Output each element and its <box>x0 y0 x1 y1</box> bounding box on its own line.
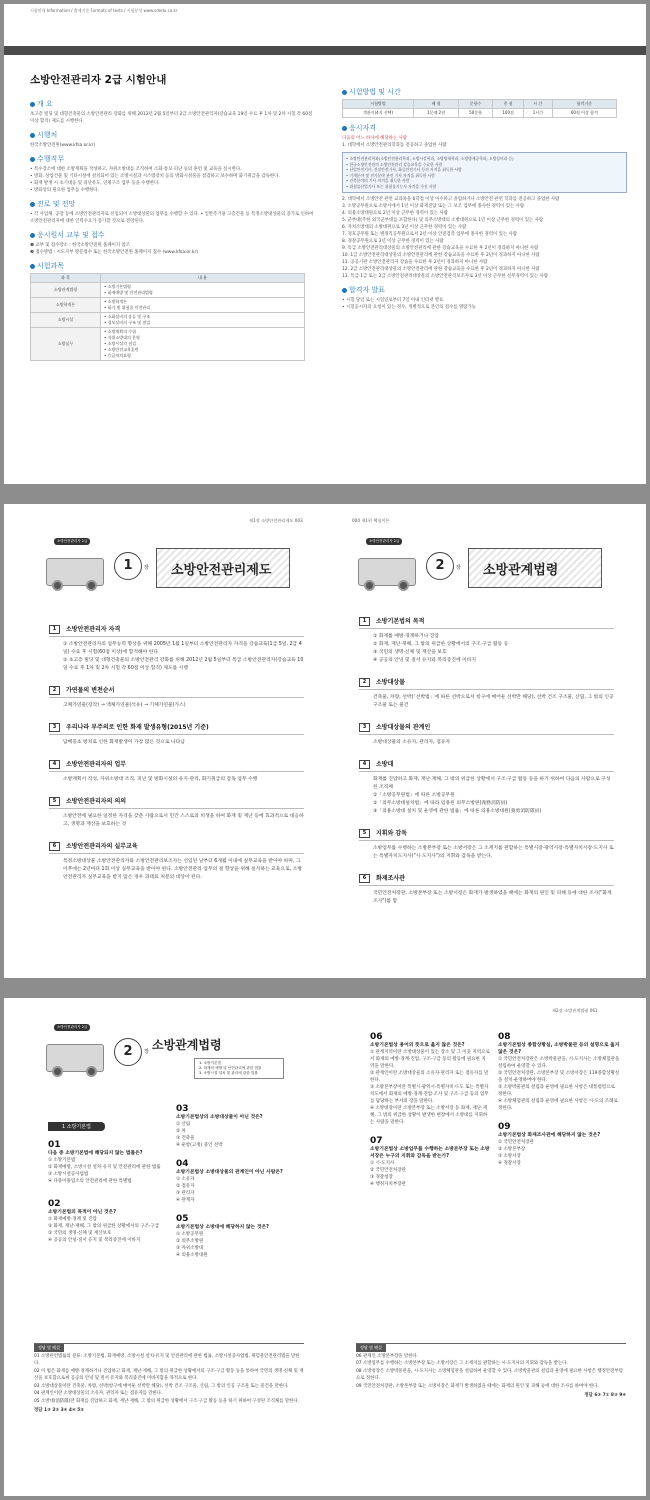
section-line: ① 소방안전관리자의 업무능력 향상을 위해 2005년 1월 1일부터 소방안전관리자 자격을 강습교육(1급 5일, 2급 4일) 수료 후 시험(60점 이상)에 합격해야 한다. <box>63 642 302 655</box>
section-line: ① 화재를 예방·경계하거나 진압 <box>373 634 440 639</box>
qual-item: 2. 대학에서 소방안전 관련 교과목을 6학점 이상 이수하고 졸업하거나 소방안전 관련 학과를 전공하고 졸업한 사람 <box>342 197 560 202</box>
section-heading: 4 소방대 <box>359 759 614 772</box>
answer-line: 05 소방대(消防隊)란 화재를 진압하고 화재, 재난·재해, 그 밖의 위급한 상황에서 구조·구급 활동 등을 하기 위하여 구성된 조직체를 말한다. <box>34 1398 299 1404</box>
qual-item: 13. 특급·1급 또는 2급 소방안전관리대상물의 소방안전관리보조자로 3년 이상 근무한 실무경력이 있는 사람 <box>342 274 549 279</box>
duties-item: • 특수장소에 대한 소방계획을 작성하고, 자위소방대를 조직하여 소화·통보·피난 등의 훈련 및 교육을 실시한다. <box>30 167 242 172</box>
option[interactable]: ① 화재예방·경계 및 진압 <box>48 1217 97 1222</box>
answer-line: 07 소방업무를 수행하는 소방본부장 또는 소방서장은 그 소재지를 관할하는 시·도지사의 지휘와 감독을 받는다. <box>356 1361 568 1366</box>
chapter2-quiz-banner <box>44 1018 314 1088</box>
method-heading: 시험방법 및 시간 <box>342 87 627 97</box>
section-heading: 6 화재조사관 <box>359 873 614 886</box>
section-tag: 1 소방기본법 <box>48 1122 105 1131</box>
duties-item: • 화재 발생 시 초기대응 및 피난유도, 인명구조 업무 등을 수행한다. <box>30 181 160 186</box>
option[interactable]: ① 관계지역이란 소방대상물이 있는 장소 및 그 이웃 지역으로서 화재의 예방·경계·진압, 구조·구급 등의 활동에 필요한 지역을 말한다. <box>370 1050 490 1069</box>
option[interactable]: ③ 소방시설공사업법 <box>48 1172 89 1177</box>
question-text: 다음 중 소방기본법에 해당되지 않는 법률은? <box>48 1151 143 1156</box>
option[interactable]: ③ 관리자 <box>176 1191 195 1196</box>
question-number: 04 <box>176 1159 189 1169</box>
left-page-header: 제1장 소방안전관리제도 003 <box>249 518 303 523</box>
section-heading: 2 소방대상물 <box>359 677 614 690</box>
option[interactable]: ③ 자위소방대 <box>176 1246 204 1251</box>
section-heading: 5 소방안전관리자의 의의 <box>49 796 304 809</box>
apply-heading: 응시원서 교부 및 접수 <box>30 230 315 240</box>
progress-text: • 각 사업체, 공장 등에 소방안전관리자로 선임되어 소방대상물의 업무를 수행할 수 있다. • 일반주거용 고층건물 등 특정소방대상물의 증가로 인하여 소방안전관리자에 대한 인력수요가 증가할 것으로 전망된다. <box>30 212 314 224</box>
apply-place: ❶ 교부 및 접수장소 : 한국소방안전원 홈페이지 참조 <box>30 243 131 248</box>
question-number: 09 <box>498 1122 511 1132</box>
guide-page <box>4 4 646 484</box>
qual-sub: 다음의 어느 하나에 해당하는 사람 <box>342 136 407 141</box>
option[interactable]: ① 국민안전처장관 <box>498 1140 534 1145</box>
section-line: 담배꽁초 방치로 인한 화재발생이 가장 많은 것으로 나타남 <box>63 740 185 745</box>
question-text: 소방기본법상 소방업무를 수행하는 소방본부장 또는 소방서장은 누구의 지휘와 감독을 받는가? <box>370 1147 490 1159</box>
subjects-heading: 시험과목 <box>30 261 315 271</box>
qual-item: 10. 1급 소방안전관리대상물의 소방안전관리에 관한 강습교육을 수료한 후 2년이 경과하지 아니한 사람 <box>342 253 540 258</box>
wheel-icon <box>364 580 375 591</box>
method-table: 시험방법 배 점 문항수 총 점 시 간 합격기준 객관식(4지 선택) 1문제 2점 50문항 100점 1시간 60점 이상 합격 <box>342 99 617 118</box>
option[interactable]: ② 점유자 <box>176 1184 195 1189</box>
bullet-icon <box>342 126 347 131</box>
option[interactable]: ① 소방기본법 <box>48 1158 76 1163</box>
question-text: 소방기본법상 종합상황실, 소방박물관 등의 설명으로 옳지 않은 것은? <box>498 1043 620 1055</box>
answers-title: 정답 및 해설 <box>34 1344 64 1352</box>
qual-item: 7. 경호공무원 또는 별정직공무원으로서 2년 이상 안전검측 업무에 종사한 경력이 있는 사람 <box>342 232 518 237</box>
option[interactable]: ② 차 <box>176 1129 186 1134</box>
pass-item: • 시험 당일 또는 시험일로부터 7일 이내 인터넷 발표 <box>342 298 444 303</box>
quiz-page <box>4 998 646 1496</box>
chapter-number: 2 <box>114 1038 142 1066</box>
qual-item: 11. 공공기관 소방안전관리자 강습을 수료한 후 2년이 경과하지 아니한 사람 <box>342 260 488 265</box>
chapter2-banner <box>356 530 616 600</box>
bullet-icon <box>342 90 347 95</box>
option[interactable]: ④ 소방체험관의 설립과 운영에 필요한 사항은 시·도의 조례로 정한다. <box>498 1099 618 1111</box>
option[interactable]: ④ 관계자 <box>176 1198 195 1203</box>
section-line: ②「의무소방대설치법」에 따라 임용된 의무소방원(義務消防員) <box>373 801 508 806</box>
question-text: 소방기본법상 용어의 뜻으로 옳지 않은 것은? <box>370 1043 465 1048</box>
option[interactable]: ③ 소방박물관의 설립과 운영에 필요한 사항은 대통령령으로 정한다. <box>498 1085 615 1097</box>
chapter1-jang: 장 <box>144 565 149 571</box>
bullet-icon <box>30 233 35 238</box>
header-crumbs: 시험안내 Information / 출제기준 Formats of tests / 시험분석 www.sdedu.co.kr <box>30 8 178 13</box>
qual-item: 12. 2급 소방안전관리대상물의 소방안전관리에 관한 강습교육을 수료한 후 2년이 경과하지 아니한 사람 <box>342 267 540 272</box>
bullet-icon <box>30 102 35 107</box>
chapter2-badge: 소방안전관리자 2급 <box>366 538 402 545</box>
guide-label: Guide <box>14 57 32 63</box>
answers-right <box>356 1343 626 1400</box>
option[interactable]: ④ 경찰서장 <box>498 1161 521 1166</box>
overview-heading: 개 요 <box>30 99 315 109</box>
option[interactable]: ② 소방본부장 <box>498 1147 526 1152</box>
section-heading: 1 소방기본법의 목적 <box>359 616 614 629</box>
answer-line: 08 소방청장은 소방박물관을, 시·도지사는 소방체험관을 설립하여 운영할 수 있다. 소방박물관의 설립과 운영에 필요한 사항은 행정안전부령으로 정한다. <box>356 1368 623 1381</box>
chapter-toc-box: 1. 소방기본법 2. 화재의 예방 및 안전관리에 관한 법률 3. 소방시설 설치 및 관리에 관한 법률 <box>194 1058 284 1079</box>
answer-line: 04 관계인이란 소방대상물의 소유자, 관리자 또는 점유자를 말한다. <box>34 1391 163 1396</box>
chapter1-number: 1 <box>114 552 142 580</box>
answer-line: 06 관계인 소방본부장을 말한다. <box>356 1353 419 1359</box>
qual-first: 1. 대학에서 소방안전관리학과를 전공하고 졸업한 사람 <box>342 143 447 148</box>
option[interactable]: ④ 소방대장이란 소방본부장 또는 소방서장 등 화재, 재난·재해, 그 밖의 위급한 상황이 발생한 현장에서 소방대를 지휘하는 사람을 말한다. <box>370 1106 488 1125</box>
question-text: 소방기본법상 화재조사관에 해당하지 않는 것은? <box>498 1133 601 1138</box>
section-line: ② 화재, 재난·재해, 그 밖의 위급한 상황에서의 구조·구급 활동 등 <box>373 642 509 647</box>
option[interactable]: ③ 국민의 생명·신체 및 재산보호 <box>48 1231 112 1236</box>
chapter2-content <box>359 604 614 906</box>
option[interactable]: ① 산림 <box>176 1122 191 1127</box>
bullet-icon <box>30 157 35 162</box>
option[interactable]: ① 소유자 <box>176 1177 195 1182</box>
chapter-jang: 장 <box>144 1049 149 1055</box>
progress-heading: 진로 및 전망 <box>30 199 315 209</box>
option[interactable]: ④ 의용소방대원 <box>176 1253 208 1258</box>
question-number: 07 <box>370 1136 383 1146</box>
question-number: 08 <box>498 1032 511 1042</box>
left-column <box>30 94 315 361</box>
section-heading: 6 소방안전관리자의 실무교육 <box>49 841 304 854</box>
section-line: ③ 국민의 생명·신체 및 재산을 보호 <box>373 650 447 655</box>
option[interactable]: ② 국민안전처장관, 소방본부장 및 소방서장은 119종합상황실을 설치·운영하여야 한다. <box>498 1071 620 1083</box>
qual-heading: 응시자격 <box>342 123 627 133</box>
option[interactable]: ④ 다중이용업소의 안전관리에 관한 특별법 <box>48 1179 132 1184</box>
section-heading: 3 우리나라 부주의로 인한 화재 발생유형(2015년 기준) <box>49 722 304 735</box>
option[interactable]: ② 국민안전처장관 <box>370 1168 406 1173</box>
wheel-icon <box>52 1066 63 1077</box>
answer-line: 03 소방대상물이란 건축물, 차량, 선박(항구에 매어둔 선박만 해당), 선박 건조 구조물, 산림, 그 밖의 인공 구조물 또는 물건을 말한다. <box>34 1383 289 1389</box>
bullet-icon <box>30 264 35 269</box>
answer-line: 09 국민안전처장관, 소방본부장 또는 소방서장은 화재가 발생하였을 때에는 화재의 원인 및 피해 등에 대한 조사를 하여야 한다. <box>356 1383 599 1389</box>
qual-item: 6. 자치소방대의 소방대원으로 3년 이상 근무한 경력이 있는 사람 <box>342 225 467 230</box>
section-line: 소방안전에 필요한 일정한 자격을 갖춘 사람으로서 민간 스스로의 희생을 하여 화재 및 재난 등에 효과적으로 대응하고, 생명과 재산을 보호하는 것 <box>63 814 304 827</box>
quiz-col-4 <box>498 1026 620 1167</box>
option[interactable]: ② 화재예방, 소방시설 설치·유지 및 안전관리에 관한 법률 <box>48 1165 161 1170</box>
right-column <box>342 82 627 311</box>
question-text: 소방기본법상 소방대에 해당하지 않는 것은? <box>176 1225 269 1230</box>
right-page-header: 제2장 소방관계법령 061 <box>552 1008 598 1013</box>
quiz-col-3 <box>370 1026 490 1188</box>
wheel-icon <box>86 580 97 591</box>
option[interactable]: ③ 소방본부장이란 특별시·광역시·특별자치시·도 또는 특별자치도에서 화재의 예방·경계·진압·조사 및 구조·구급 등의 업무를 담당하는 부서의 장을 말한다. <box>370 1085 489 1104</box>
option[interactable]: ④ 운항(고정) 중인 선박 <box>176 1143 223 1148</box>
quiz-col-2 <box>176 1098 298 1259</box>
section-line: 화재를 진압하고 화재, 재난·재해, 그 밖의 위급한 상황에서 구조·구급 활동 등을 하기 위하여 다음의 사람으로 구성된 조직체 <box>373 777 611 790</box>
right-page-header: 004 제1편 핵심이론 <box>352 518 390 523</box>
wheel-icon <box>52 580 63 591</box>
chapter2-number: 2 <box>426 552 454 580</box>
chapter1-content <box>49 612 304 882</box>
guide-bar <box>4 46 646 63</box>
chapter2-jang: 장 <box>456 565 461 571</box>
qual-note-box: • 소방안전관리학과(소방안전관리학과, 소방시설학과, 소방방재학과, 소방방재공학과, 소방설비과 등) • 한국소방안전원의 소방안전관리 강습교육을 수료한 사람 • 산업안전기사, 건설안전기사, 화공안전기사 등의 자격을 취득한 사람 • 기계분야 및 전기분야 관련 기사 자격을 취득한 사람 • 건축분야의 기사 자격을 취득한 사람 • 위험물산업기사 또는 위험물기능사 자격을 가진 사람 <box>342 152 627 193</box>
answer-key: 정답 6③ 7① 8③ 9④ <box>584 1393 626 1398</box>
qual-item: 5. 군부대(주한 외국군부대를 포함한다) 및 의무소방대의 소방대원으로 1년 이상 근무한 경력이 있는 사람 <box>342 218 544 223</box>
qual-item: 9. 특급 소방안전관리대상물의 소방안전관리에 관한 강습교육을 수료한 후 2년이 경과하지 아니한 사람 <box>342 246 539 251</box>
option[interactable]: ② 관계인이란 소방대상물의 소유자·관리자 또는 점유자를 말한다. <box>370 1071 489 1083</box>
overview-text: 초고층 빌딩 및 대형건축물의 소방안전관리 강화를 위해 2012년 2월 5일부터 2급 소방안전관리자(강습교육 19일 수료 후 1차 및 2차 시험 각 60점 이상 합격) 제도를 시행한다. <box>30 112 313 124</box>
question-number: 05 <box>176 1214 189 1224</box>
answers-left <box>34 1343 304 1415</box>
pass-heading: 합격자 발표 <box>342 285 627 295</box>
answer-line: 01 소방관련법률의 분류: 소방기본법, 화재예방, 소방시설 설치·유지 및 안전관리에 관한 법률, 소방시설공사업법, 위험물안전관리법을 말한다. <box>34 1353 300 1366</box>
option[interactable]: ④ 행정자치부장관 <box>370 1182 406 1187</box>
qual-item: 4. 의용소방대원으로 2년 이상 근무한 경력이 있는 사람 <box>342 211 448 216</box>
option[interactable]: ② 의무소방원 <box>176 1239 204 1244</box>
duties-item: • 방화, 상업건물 및 기타시설에 설치되어 있는 소방시설과 시스템장치 등의 방화시설물을 점검하고 보수하며 화기취급을 감독한다. <box>30 174 280 179</box>
answers-title: 정답 및 해설 <box>356 1344 386 1352</box>
bullet-icon <box>30 133 35 138</box>
section-line: ①「소방공무원법」에 따른 소방공무원 <box>373 793 455 798</box>
section-heading: 3 소방대상물의 관계인 <box>359 722 614 735</box>
chapter1-banner <box>44 530 304 600</box>
section-heading: 1 소방안전관리자 자격 <box>49 624 304 637</box>
question-number: 01 <box>48 1140 61 1150</box>
option[interactable]: ② 화재, 재난·재해, 그 밖의 위급한 상황에서의 구조·구급 <box>48 1224 160 1229</box>
page-title: 소방안전관리자 2급 시험안내 <box>30 74 167 86</box>
subjects-table: 과 목 내 용 소방관계법령 • 소방기본법령 • 화재예방 및 안전관리법령 소방학개론 • 소방학개론 • 화기 및 위험물 안전관리 소방시설 • 소화설비의 종류 및 구조 • 경보설비의 구조 및 점검 소방실무 • 소방계획의 수립 • 자위소방대의 운영 • 소방시설의 점검 • 소방안전교육훈련 • 응급처치요령 <box>30 273 305 361</box>
answer-line: 02 이 법은 화재를 예방·경계하거나 진압하고 화재, 재난·재해, 그 밖의 위급한 상황에서의 구조·구급 활동 등을 통하여 국민의 생명·신체 및 재산을 보호함으로써 공공의 안녕 및 질서 유지와 복리증진에 이바지함을 목적으로 한다. <box>34 1368 304 1381</box>
section-line: 소방계획서 작성, 자위소방대 조직, 피난 및 방화시설의 유지·관리, 화기취급의 감독 업무 수행 <box>63 777 258 782</box>
option[interactable]: ① 시·도지사 <box>370 1161 395 1166</box>
bullet-icon <box>342 288 347 293</box>
section-line: ③「의용소방대 설치 및 운영에 관한 법률」에 따른 의용소방대원(義勇消防隊員) <box>373 809 542 814</box>
section-line: 고체가연물(장작) → 액체가연물(석유) → 기체가연물(가스) <box>63 703 186 708</box>
bullet-icon <box>30 202 35 207</box>
section-line: 건축물, 차량, 선박(「선박법」에 따른 선박으로서 항구에 매어둔 선박만 해당), 선박 건조 구조물, 산림, 그 밖의 인공 구조물 또는 물건 <box>373 695 614 708</box>
option[interactable]: ④ 공공의 안녕·질서 유지 및 복리증진에 이바지 <box>48 1238 141 1243</box>
section-heading: 4 소방안전관리자의 업무 <box>49 759 304 772</box>
agency-text: 한국소방안전원(www.kfsa.or.kr) <box>30 143 96 148</box>
pass-item: • 시험응시자의 요청이 있는 경우, 개별적으로 본인의 점수를 열람가능 <box>342 305 476 310</box>
option[interactable]: ① 소방공무원 <box>176 1232 204 1237</box>
option[interactable]: ③ 소방서장 <box>498 1154 521 1159</box>
wheel-icon <box>398 580 409 591</box>
question-number: 03 <box>176 1104 189 1114</box>
question-text: 소방기본법상의 소방대상물이 아닌 것은? <box>176 1115 263 1120</box>
duties-item: • 방화상의 필요한 업무를 수행한다. <box>30 188 99 193</box>
chapter2-title: 소방관계법령 <box>468 548 602 588</box>
qual-item: 8. 경찰공무원으로 3년 이상 근무한 경력이 있는 사람 <box>342 239 444 244</box>
qual-item: 3. 소방공무원으로 소방서에서 1년 이상 화재진압 또는 그 보조 업무에 종사한 경력이 있는 사람 <box>342 204 525 209</box>
option[interactable]: ① 국민안전처장관은 소방박물관을, 시·도지사는 소방체험관을 설립하여 운영할 수 있다. <box>498 1057 620 1069</box>
apply-method: ❷ 접수방법 : 시도지부 방문접수 또는 한국소방안전원 홈페이지 접수 (www.kfsa.or.kr) <box>30 250 198 255</box>
chapter1-title: 소방안전관리제도 <box>156 548 290 588</box>
section-line: ② 초고층 빌딩 및 대형건축물의 소방안전관리 강화를 위해 2012년 2월 5일부터 특급 소방안전관리자(강습교육 10일 수료 후 1차 및 2차 시험 각 60점 이상 합격) 제도를 시행 <box>63 658 304 671</box>
question-text: 소방기본법상 소방대상물의 관계인이 아닌 사람은? <box>176 1170 283 1175</box>
duties-heading: 수행직무 <box>30 154 315 164</box>
option[interactable]: ③ 경찰청장 <box>370 1175 393 1180</box>
chapter-spread-page <box>4 504 646 978</box>
option[interactable]: ③ 건축물 <box>176 1136 195 1141</box>
answer-key: 정답 1③ 2③ 3④ 4④ 5③ <box>34 1408 84 1413</box>
section-line: 소방업무를 수행하는 소방본부장 또는 소방서장은 그 소재지를 관할하는 특별시장·광역시장·특별자치시장·도지사 또는 특별자치도지사("시·도지사")의 지휘와 감독을 받는다. <box>373 846 614 859</box>
question-number: 02 <box>48 1199 61 1209</box>
section-line: 특정소방대상물 소방안전관리자와 소방안전관리보조자는 선임된 날부터 6개월 이내에 실무교육을 받아야 하며, 그 이후에는 2년마다 1회 이상 실무교육을 받아야 한다. 소방안전관리 업무의 질 향상을 위해 실시하는 교육으로, 소방안전관리자 실무교육을 받지 않은 경우 과태료 처분의 대상이 된다. <box>63 859 303 880</box>
agency-heading: 시행처 <box>30 130 315 140</box>
section-heading: 2 가연물의 변천순서 <box>49 685 304 698</box>
section-heading: 5 지휘와 감독 <box>359 828 614 841</box>
chapter-badge: 소방안전관리자 2급 <box>54 1024 90 1031</box>
section-line: ④ 공공의 안녕 및 질서 유지와 복리증진에 이바지 <box>373 658 477 663</box>
wheel-icon <box>86 1066 97 1077</box>
quiz-col-1 <box>48 1113 168 1244</box>
section-line: 소방대상물의 소유자, 관리자, 점유자 <box>373 740 451 745</box>
chapter-title: 소방관계법령 <box>152 1038 222 1052</box>
chapter1-badge: 소방안전관리자 2급 <box>54 538 90 545</box>
question-text: 소방기본법의 목적이 아닌 것은? <box>48 1210 117 1215</box>
section-line: 국민안전처장관, 소방본부장 또는 소방서장은 화재가 발생하였을 때에는 화재의 원인 및 피해 등에 대한 조사("화재조사")를 함 <box>373 891 612 904</box>
question-number: 06 <box>370 1032 383 1042</box>
